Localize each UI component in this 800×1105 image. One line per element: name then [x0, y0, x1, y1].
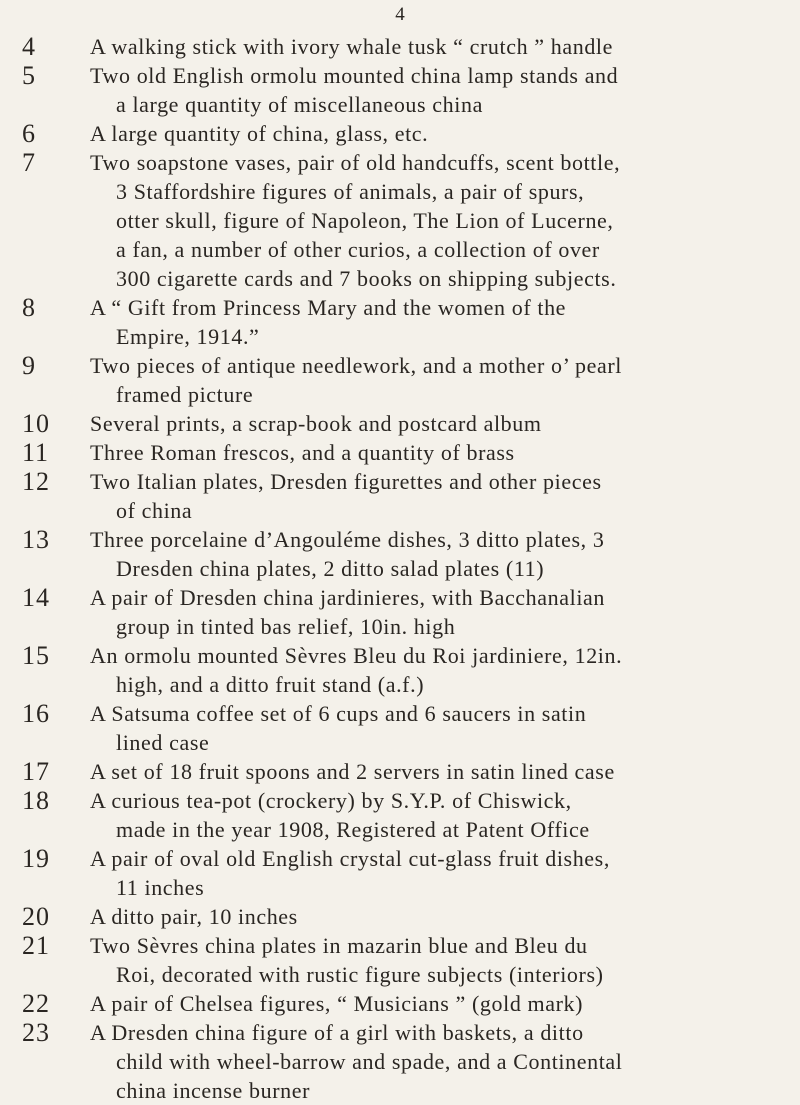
description-line: framed picture — [116, 382, 254, 407]
page-number: 4 — [395, 4, 405, 25]
lot-description — [90, 32, 800, 61]
lot-entry — [0, 902, 800, 931]
lot-description — [90, 583, 800, 641]
lot-description — [90, 351, 800, 409]
description-line: group in tinted bas relief, 10in. high — [116, 614, 456, 639]
description-line: Two pieces of antique needlework, and a mother o’ pearl — [90, 353, 622, 378]
description-line: A large quantity of china, glass, etc. — [90, 121, 429, 146]
lot-entry — [0, 438, 800, 467]
description-line: Three Roman frescos, and a quantity of brass — [90, 440, 515, 465]
description-line: A Satsuma coffee set of 6 cups and 6 saucers in satin — [90, 701, 587, 726]
lot-entry — [0, 931, 800, 989]
description-line: A ditto pair, 10 inches — [90, 904, 298, 929]
description-line: A walking stick with ivory whale tusk “ crutch ” handle — [90, 34, 613, 59]
description-line: child with wheel-barrow and spade, and a Continental — [116, 1049, 623, 1074]
description-line: A curious tea-pot (crockery) by S.Y.P. of Chiswick, — [90, 788, 572, 813]
lot-entry — [0, 32, 800, 61]
description-line: Empire, 1914.” — [116, 324, 260, 349]
lot-description — [90, 61, 800, 119]
lot-list — [0, 32, 800, 1105]
lot-number: 17 — [22, 757, 50, 786]
lot-number: 13 — [22, 525, 50, 554]
lot-number: 16 — [22, 699, 50, 728]
lot-description — [90, 1018, 800, 1105]
lot-number: 4 — [22, 32, 36, 61]
description-line: Two Sèvres china plates in mazarin blue and Bleu du — [90, 933, 588, 958]
lot-entry — [0, 119, 800, 148]
description-line: Two soapstone vases, pair of old handcuffs, scent bottle, — [90, 150, 621, 175]
lot-description — [90, 902, 800, 931]
description-line: a fan, a number of other curios, a collection of over — [116, 237, 600, 262]
lot-description — [90, 409, 800, 438]
lot-number: 9 — [22, 351, 36, 380]
description-line: An ormolu mounted Sèvres Bleu du Roi jardiniere, 12in. — [90, 643, 623, 668]
description-line: Roi, decorated with rustic figure subjects (interiors) — [116, 962, 604, 987]
lot-entry — [0, 1018, 800, 1105]
lot-number: 23 — [22, 1018, 50, 1047]
lot-number: 22 — [22, 989, 50, 1018]
lot-description — [90, 989, 800, 1018]
lot-entry — [0, 641, 800, 699]
lot-number: 7 — [22, 148, 36, 177]
lot-entry — [0, 293, 800, 351]
lot-description — [90, 148, 800, 293]
description-line: A pair of Dresden china jardinieres, with Bacchanalian — [90, 585, 605, 610]
lot-description — [90, 293, 800, 351]
description-line: A Dresden china figure of a girl with baskets, a ditto — [90, 1020, 584, 1045]
description-line: 300 cigarette cards and 7 books on shipping subjects. — [116, 266, 617, 291]
lot-entry — [0, 989, 800, 1018]
description-line: 11 inches — [116, 875, 205, 900]
lot-entry — [0, 699, 800, 757]
lot-entry — [0, 351, 800, 409]
description-line: of china — [116, 498, 193, 523]
description-line: Three porcelaine d’Angouléme dishes, 3 ditto plates, 3 — [90, 527, 605, 552]
description-line: otter skull, figure of Napoleon, The Lion of Lucerne, — [116, 208, 614, 233]
lot-description — [90, 119, 800, 148]
lot-entry — [0, 61, 800, 119]
lot-entry — [0, 583, 800, 641]
lot-description — [90, 641, 800, 699]
description-line: china incense burner — [116, 1078, 311, 1103]
lot-number: 6 — [22, 119, 36, 148]
description-line: A pair of Chelsea figures, “ Musicians ” (gold mark) — [90, 991, 584, 1016]
lot-entry — [0, 844, 800, 902]
lot-entry — [0, 757, 800, 786]
lot-entry — [0, 786, 800, 844]
lot-entry — [0, 467, 800, 525]
lot-number: 8 — [22, 293, 36, 322]
description-line: A pair of oval old English crystal cut-glass fruit dishes, — [90, 846, 610, 871]
description-line: lined case — [116, 730, 210, 755]
lot-number: 19 — [22, 844, 50, 873]
description-line: Two old English ormolu mounted china lamp stands and — [90, 63, 619, 88]
description-line: Dresden china plates, 2 ditto salad plates (11) — [116, 556, 545, 581]
description-line: high, and a ditto fruit stand (a.f.) — [116, 672, 425, 697]
lot-number: 15 — [22, 641, 50, 670]
lot-number: 10 — [22, 409, 50, 438]
lot-number: 5 — [22, 61, 36, 90]
lot-description — [90, 931, 800, 989]
description-line: made in the year 1908, Registered at Patent Office — [116, 817, 590, 842]
lot-number: 14 — [22, 583, 50, 612]
lot-number: 11 — [22, 438, 50, 467]
lot-number: 18 — [22, 786, 50, 815]
lot-number: 12 — [22, 467, 50, 496]
description-line: Two Italian plates, Dresden figurettes and other pieces — [90, 469, 602, 494]
lot-description — [90, 438, 800, 467]
description-line: A set of 18 fruit spoons and 2 servers in satin lined case — [90, 759, 615, 784]
lot-description — [90, 699, 800, 757]
lot-description — [90, 786, 800, 844]
lot-description — [90, 525, 800, 583]
lot-entry — [0, 525, 800, 583]
lot-entry — [0, 148, 800, 293]
description-line: A “ Gift from Princess Mary and the women of the — [90, 295, 567, 320]
description-line: 3 Staffordshire figures of animals, a pair of spurs, — [116, 179, 585, 204]
lot-number: 20 — [22, 902, 50, 931]
lot-number: 21 — [22, 931, 50, 960]
lot-description — [90, 757, 800, 786]
lot-description — [90, 844, 800, 902]
description-line: a large quantity of miscellaneous china — [116, 92, 483, 117]
lot-entry — [0, 409, 800, 438]
description-line: Several prints, a scrap-book and postcard album — [90, 411, 542, 436]
lot-description — [90, 467, 800, 525]
